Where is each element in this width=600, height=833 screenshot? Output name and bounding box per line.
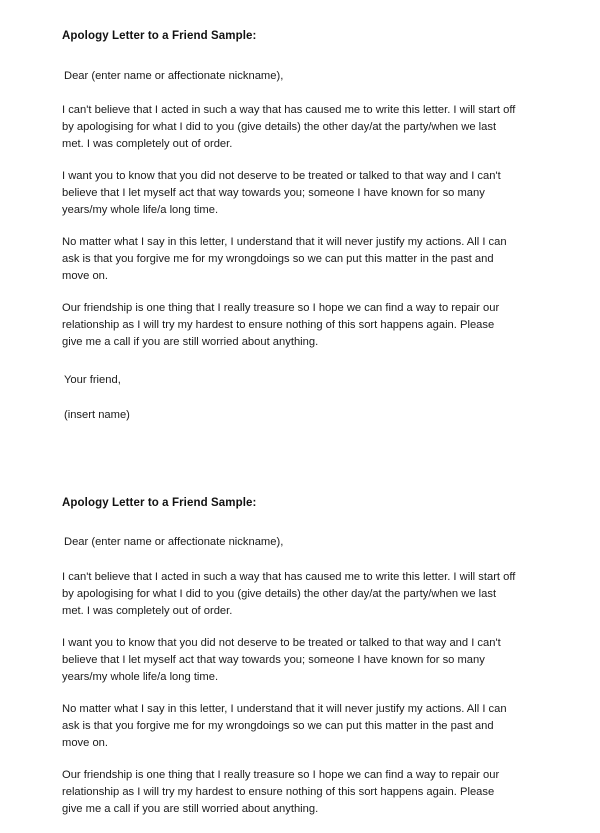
letter-signature: (insert name) [64,409,130,422]
letter-salutation: Dear (enter name or affectionate nickname), [64,536,284,549]
letter-paragraph: No matter what I say in this letter, I understand that it will never justify my actions. All I can ask is that you forgive me for my wrongdoings so we can put this matter in the past and move on. [62,236,507,283]
letter-paragraph: Our friendship is one thing that I really treasure so I hope we can find a way to repair our relationship as I will try my hardest to ensure nothing of this sort happens again. Please give me a call if you are still worried about anything. [62,768,500,815]
letter-paragraph: No matter what I say in this letter, I understand that it will never justify my actions. All I can ask is that you forgive me for my wrongdoings so we can put this matter in the past and move on. [62,702,507,749]
letter-paragraph: I can't believe that I acted in such a way that has caused me to write this letter. I will start off by apologising for what I did to you (give details) the other day/at the party/when we last met. I was completely out of order. [62,104,516,151]
page-separator [0,424,600,468]
letter-closing: Your friend, [64,374,121,387]
letter-paragraph: I want you to know that you did not deserve to be treated or talked to that way and I can't believe that I let myself act that way towards you; someone I have known for so many years/my whole life/a long time. [62,636,501,683]
letter-sample-2 [0,468,600,833]
letter-paragraph: Our friendship is one thing that I really treasure so I hope we can find a way to repair our relationship as I will try my hardest to ensure nothing of this sort happens again. Please give me a call if you are still worried about anything. [62,302,500,349]
letter-title: Apology Letter to a Friend Sample: [62,496,257,509]
letter-salutation: Dear (enter name or affectionate nickname), [64,69,284,82]
letter-paragraph: I can't believe that I acted in such a way that has caused me to write this letter. I will start off by apologising for what I did to you (give details) the other day/at the party/when we last met. I was completely out of order. [62,570,516,617]
letter-paragraph: I want you to know that you did not deserve to be treated or talked to that way and I can't believe that I let myself act that way towards you; someone I have known for so many years/my whole life/a long time. [62,170,501,217]
letter-title: Apology Letter to a Friend Sample: [62,30,257,42]
